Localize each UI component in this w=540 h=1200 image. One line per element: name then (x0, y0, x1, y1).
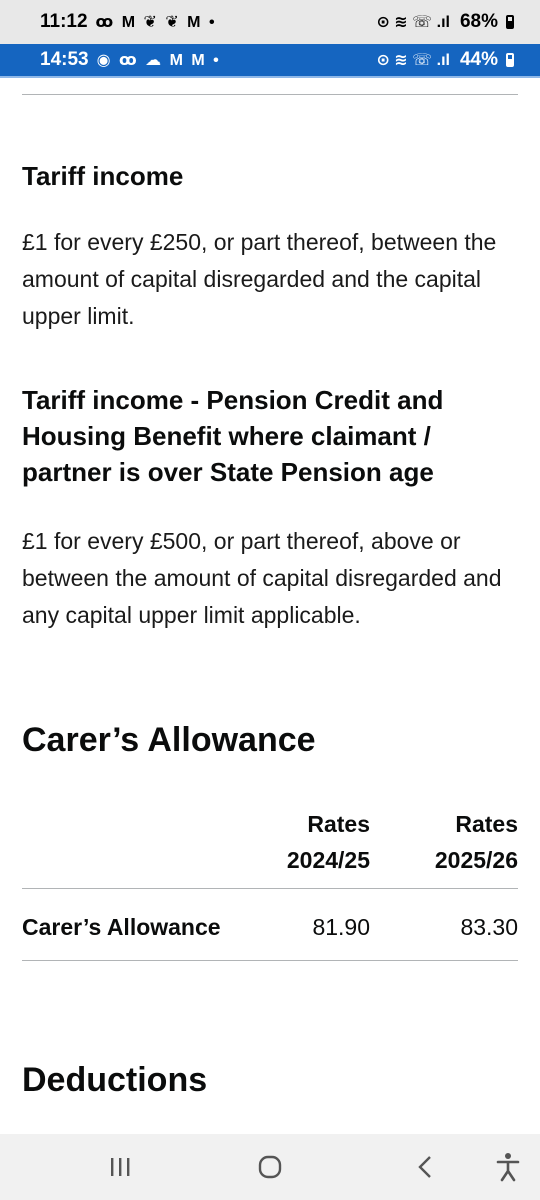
battery-icon (506, 15, 514, 29)
tariff-income-pension-text: £1 for every £500, or part thereof, above or between the amount of capital disregarded and any capital upper limit applicable. (22, 528, 502, 628)
status-bar-inner (0, 44, 540, 78)
rate-2025-26: 83.30 (370, 889, 518, 961)
battery-icon-inner (506, 53, 514, 67)
carers-allowance-table (22, 806, 518, 961)
rate-2024-25: 81.90 (222, 889, 370, 961)
row-label-carers-allowance: Carer’s Allowance (22, 889, 222, 961)
status-time: 11:12 (40, 11, 88, 32)
table-row (22, 889, 518, 961)
signal-icons: ⊙ ≋ ☏ .ıl (376, 14, 450, 31)
notification-icons-inner: ◉ ꝏ ☁ M M • (96, 52, 221, 69)
section-divider (22, 94, 518, 95)
back-icon[interactable] (395, 1134, 455, 1200)
heading-tariff-income-pension: Tariff income - Pension Credit and Housing Benefit where claimant / partner is over State Pension age (22, 385, 444, 487)
heading-carers-allowance: Carer’s Allowance (22, 721, 316, 759)
table-header-2024-25: Rates 2024/25 (286, 811, 370, 873)
notification-icons: ꝏ M ❦ ❦ M • (95, 14, 217, 31)
recents-icon[interactable] (90, 1134, 150, 1200)
system-icons-inner (376, 49, 514, 71)
battery-percent-inner: 44% (459, 49, 498, 70)
signal-icons-inner: ⊙ ≋ ☏ .ıl (376, 52, 450, 69)
heading-tariff-income: Tariff income (22, 161, 184, 191)
status-time-inner: 14:53 (40, 49, 89, 70)
battery-percent: 68% (459, 11, 498, 32)
system-icons (376, 11, 514, 33)
table-header-row (22, 806, 518, 889)
tariff-income-text: £1 for every £250, or part thereof, between the amount of capital disregarded and the capital upper limit. (22, 229, 497, 329)
table-header-2025-26: Rates 2025/26 (434, 811, 518, 873)
home-icon[interactable] (240, 1134, 300, 1200)
accessibility-icon[interactable] (480, 1134, 536, 1200)
heading-deductions: Deductions (22, 1061, 208, 1099)
navigation-bar (0, 1134, 540, 1200)
table-header-empty (22, 806, 222, 889)
status-bar-outer (0, 0, 540, 44)
